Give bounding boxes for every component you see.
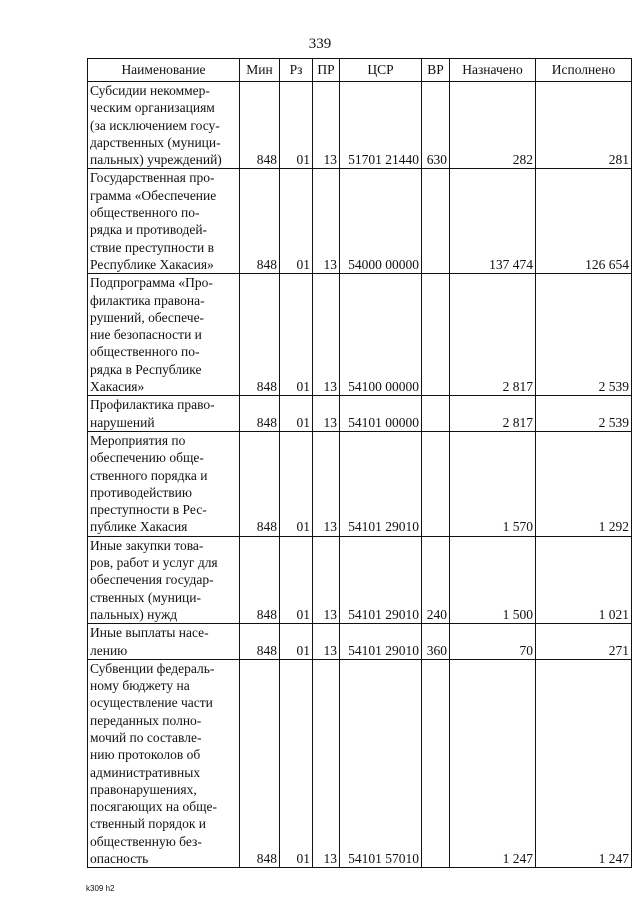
row-pr: 13 — [313, 396, 340, 432]
table-row — [88, 274, 632, 396]
row-min: 848 — [240, 82, 280, 169]
row-name: Субсидии некоммер- ческим организациям (за исключением госу- дарственных (муници- пальных) учреждений) — [88, 82, 240, 169]
row-vr — [422, 169, 450, 274]
table-row — [88, 624, 632, 660]
budget-table — [87, 58, 632, 868]
row-csr: 54101 29010 — [340, 624, 422, 660]
row-name: Подпрограмма «Про- филактика правона- рушений, обеспече- ние безопасности и общественного по- рядка в Республике Хакасия» — [88, 274, 240, 396]
row-rz: 01 — [280, 274, 313, 396]
row-executed: 126 654 — [536, 169, 632, 274]
row-pr: 13 — [313, 169, 340, 274]
row-min: 848 — [240, 536, 280, 623]
row-vr — [422, 396, 450, 432]
row-name: Профилактика право- нарушений — [88, 396, 240, 432]
row-executed: 281 — [536, 82, 632, 169]
row-vr — [422, 274, 450, 396]
row-executed: 1 021 — [536, 536, 632, 623]
row-rz: 01 — [280, 659, 313, 868]
row-pr: 13 — [313, 82, 340, 169]
row-csr: 54101 29010 — [340, 431, 422, 536]
row-vr: 630 — [422, 82, 450, 169]
table-row — [88, 536, 632, 623]
row-vr: 360 — [422, 624, 450, 660]
row-assigned: 1 500 — [450, 536, 536, 623]
row-name: Иные выплаты насе- лению — [88, 624, 240, 660]
row-assigned: 2 817 — [450, 396, 536, 432]
table-row — [88, 659, 632, 868]
row-pr: 13 — [313, 659, 340, 868]
row-pr: 13 — [313, 274, 340, 396]
row-name: Субвенции федераль- ному бюджету на осуществление части переданных полно- мочий по составле- нию протоколов об административных правонарушениях, посягающих на обще- ственный порядок и общественную без- опасность — [88, 659, 240, 868]
row-rz: 01 — [280, 82, 313, 169]
row-rz: 01 — [280, 624, 313, 660]
table-row — [88, 431, 632, 536]
row-csr: 54101 29010 — [340, 536, 422, 623]
header-min: Мин — [240, 59, 280, 82]
row-pr: 13 — [313, 431, 340, 536]
row-pr: 13 — [313, 536, 340, 623]
header-pr: ПР — [313, 59, 340, 82]
row-rz: 01 — [280, 536, 313, 623]
row-vr — [422, 431, 450, 536]
row-assigned: 282 — [450, 82, 536, 169]
row-assigned: 2 817 — [450, 274, 536, 396]
row-executed: 271 — [536, 624, 632, 660]
row-rz: 01 — [280, 169, 313, 274]
row-min: 848 — [240, 169, 280, 274]
page-number: 339 — [308, 36, 332, 52]
row-name: Государственная про- грамма «Обеспечение общественного по- рядка и противодей- ствие преступности в Республике Хакасия» — [88, 169, 240, 274]
table-header-row — [88, 59, 632, 82]
row-rz: 01 — [280, 396, 313, 432]
row-csr: 54000 00000 — [340, 169, 422, 274]
header-csr: ЦСР — [340, 59, 422, 82]
row-min: 848 — [240, 396, 280, 432]
row-assigned: 137 474 — [450, 169, 536, 274]
row-csr: 54101 00000 — [340, 396, 422, 432]
row-vr — [422, 659, 450, 868]
row-name: Иные закупки това- ров, работ и услуг для обеспечения государ- ственных (муници- пальных) нужд — [88, 536, 240, 623]
table-row — [88, 169, 632, 274]
header-executed: Исполнено — [536, 59, 632, 82]
row-min: 848 — [240, 274, 280, 396]
row-csr: 54101 57010 — [340, 659, 422, 868]
header-name: Наименование — [88, 59, 240, 82]
row-assigned: 1 570 — [450, 431, 536, 536]
header-rz: Рз — [280, 59, 313, 82]
table-row — [88, 396, 632, 432]
row-rz: 01 — [280, 431, 313, 536]
row-min: 848 — [240, 659, 280, 868]
row-assigned: 1 247 — [450, 659, 536, 868]
footer-code: k309 h2 — [86, 884, 115, 893]
row-assigned: 70 — [450, 624, 536, 660]
table-row — [88, 82, 632, 169]
row-name: Мероприятия по обеспечению обще- ственного порядка и противодействию преступности в Рес- публике Хакасия — [88, 431, 240, 536]
row-executed: 2 539 — [536, 274, 632, 396]
row-executed: 1 247 — [536, 659, 632, 868]
row-pr: 13 — [313, 624, 340, 660]
row-csr: 51701 21440 — [340, 82, 422, 169]
row-min: 848 — [240, 431, 280, 536]
header-vr: ВР — [422, 59, 450, 82]
row-vr: 240 — [422, 536, 450, 623]
header-assigned: Назначено — [450, 59, 536, 82]
row-csr: 54100 00000 — [340, 274, 422, 396]
row-executed: 2 539 — [536, 396, 632, 432]
row-executed: 1 292 — [536, 431, 632, 536]
row-min: 848 — [240, 624, 280, 660]
